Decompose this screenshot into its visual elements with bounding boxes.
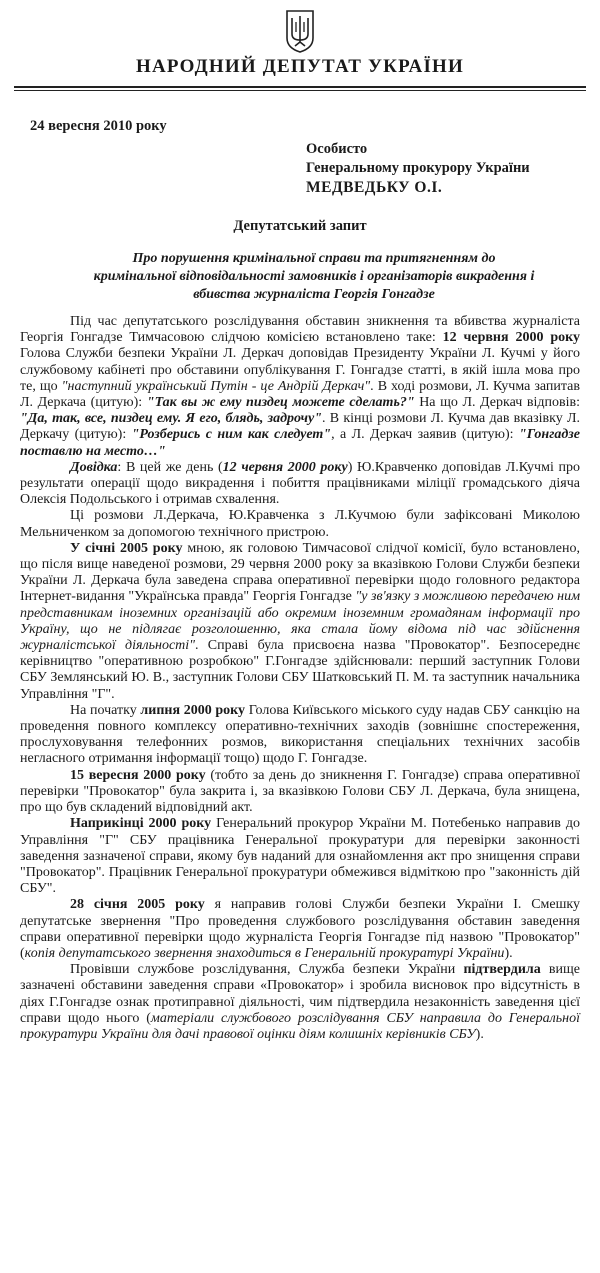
letterhead-title: НАРОДНИЙ ДЕПУТАТ УКРАЇНИ bbox=[135, 56, 465, 77]
paragraph-4 bbox=[20, 541, 580, 703]
trident-coat-of-arms-icon bbox=[284, 8, 316, 54]
p1-quote-3: "Розберись с ним как следует" bbox=[131, 427, 332, 443]
p5-text-1: На початку bbox=[70, 702, 141, 718]
p2-bold-date: 12 червня 2000 року bbox=[222, 459, 348, 475]
p4-italic-quote: "у зв'язку з можливою передачею ним представникам іноземних організацій або окремим іноземним громадянам інформації про Україну, що не підлягає розголошенню, яка стала йому відома під час здійснення журналістської діяльності" bbox=[20, 589, 581, 654]
p9-text-2: вище зазначені обставини заведення справи «Провокатор» і зробила висновок про відсутність в діях Г.Гонгадзе ознак протиправної діяльності, чим підтвердила незаконність заведення цієї справи щодо нього ( bbox=[20, 962, 580, 1026]
paragraph-3 bbox=[20, 508, 580, 540]
p1-text-4: На що Л. Деркач відповів: bbox=[414, 395, 580, 411]
p1-text-1: Під час депутатського розслідування обставин зникнення та вбивства журналіста Георгія Гонгадзе Тимчасовою слідчою комісією встановлено таке: bbox=[20, 314, 580, 346]
subject-line-1: Про порушення кримінальної справи та притягненням до bbox=[132, 251, 496, 266]
p1-text-3: . В ході розмови, Л. Кучма запитав Л. Деркача (цитую): bbox=[20, 378, 580, 411]
p1-quote-1: "Так вы ж ему пиздец можете сделать?" bbox=[146, 395, 415, 411]
p9-text-3: ). bbox=[475, 1026, 484, 1042]
paragraph-7 bbox=[20, 816, 580, 897]
paragraph-2 bbox=[20, 460, 580, 509]
paragraph-5 bbox=[20, 703, 580, 768]
p1-text-5: . В кінці розмови Л. Кучма дав вказівку Л. Деркачу (цитую): bbox=[20, 411, 580, 443]
p2-text-2: ) Ю.Кравченко доповідав Л.Кучмі про результати операції щодо викрадення і побиття працівниками міліції громадського діяча Олексія Подольського і отримав схвалення. bbox=[20, 459, 580, 508]
p2-note-label: Довідка bbox=[70, 459, 118, 475]
p2-text-1: : В цей же день ( bbox=[117, 459, 223, 475]
document-date: 24 вересня 2010 року bbox=[30, 118, 167, 134]
paragraph-1 bbox=[20, 314, 580, 460]
p4-text-1: мною, як головою Тимчасової слідчої комісії, було встановлено, що після вище наведеної розмови, 29 червня 2000 року за вказівкою Голови Служби безпеки України Л. Деркача була заведена справа оперативної перевірки щодо головного редактора Інтернет-видання "Українська правда" Георгія Гонгадзе bbox=[20, 540, 580, 605]
subject-line-2: кримінальної відповідальності замовників і організаторів викрадення і bbox=[93, 269, 535, 284]
p4-text-2: . Справі була присвоєна назва "Провокатор". Безпосереднє керівництво "оперативною розробкою" Г.Гонгадзе здійснювали: перший заступник Голови СБУ Землянський Ю. В., заступник Голови СБУ Шатковський П. М. та заступник начальника Управління "Г". bbox=[20, 638, 580, 702]
p3-text-1: Ці розмови Л.Деркача, Ю.Кравченка з Л.Кучмою були зафіксовані Миколою Мельниченком за допомогою технічного пристрою. bbox=[20, 508, 580, 540]
paragraph-9 bbox=[20, 962, 580, 1043]
p4-bold-date: У січні 2005 року bbox=[70, 540, 183, 556]
p9-bold-word: підтвердила bbox=[463, 962, 541, 978]
p8-text-2: ). bbox=[504, 945, 513, 961]
document-title: Депутатський запит bbox=[233, 218, 367, 234]
paragraph-8 bbox=[20, 897, 580, 962]
p1-text-6: , а Л. Деркач заявив (цитую): bbox=[331, 427, 519, 443]
p1-quote-2: "Да, так, все, пиздец ему. Я его, блядь, задрочу" bbox=[20, 411, 322, 427]
p7-text-1: Генеральний прокурор України М. Потебенько направив до Управління "Г" СБУ працівника Генеральної прокуратури для перевірки законності заведення зазначеної справи, якому був наданий для ознайомлення акт про знищення справи "Провокатор". Працівник Генеральної прокуратури обмежився відміткою про "законність дій СБУ". bbox=[20, 816, 580, 897]
p7-bold-date: Наприкінці 2000 року bbox=[70, 816, 212, 832]
letterhead-rule-thin bbox=[14, 90, 586, 91]
p1-text-2: Голова Служби безпеки України Л. Деркач доповідав Президенту України Л. Кучмі у його службовому кабінеті про обставини опублікування Г. Гонгадзе статті, в якій ішла мова про те, що bbox=[20, 346, 580, 394]
document-body bbox=[20, 314, 580, 1043]
p8-bold-date: 28 січня 2005 року bbox=[70, 897, 205, 913]
p1-quote-4: "Гонгадзе поставлю на место…" bbox=[20, 427, 580, 459]
p9-text-1: Провівши службове розслідування, Служба безпеки України bbox=[70, 962, 464, 978]
p9-italic-note: матеріали службового розслідування СБУ направила до Генеральної прокуратури України для дачі правової оцінки діям колишніх керівників СБУ bbox=[20, 1010, 580, 1042]
addressee-block bbox=[306, 140, 530, 197]
document-subject bbox=[50, 250, 578, 304]
paragraph-6 bbox=[20, 768, 580, 817]
addressee-line-1: Особисто bbox=[306, 141, 368, 157]
p6-bold-date: 15 вересня 2000 року bbox=[70, 767, 206, 783]
letterhead-rule-thick bbox=[14, 86, 586, 88]
p1-bold-date: 12 червня 2000 року bbox=[442, 330, 580, 346]
subject-line-3: вбивства журналіста Георгія Гонгадзе bbox=[193, 287, 435, 302]
p5-text-2: Голова Київського міського суду надав СБУ санкцію на проведення повного комплексу оперативно-технічних заходів (зовнішнє спостереження, прослуховування телефонних розмов, використання спеціальних технічних засобів негласного отримання інформації тощо) щодо Г. Гонгадзе. bbox=[20, 702, 580, 767]
p8-italic-note: копія депутатського звернення знаходиться в Генеральній прокуратурі України bbox=[24, 945, 505, 961]
p8-text-1: я направив голові Служби безпеки України І. Смешку депутатське звернення "Про проведення службового розслідування обставин заведення справи оперативної перевірки щодо журналіста Георгія Гонгадзе під назвою "Провокатор" ( bbox=[20, 897, 580, 961]
p5-bold-date: липня 2000 року bbox=[140, 702, 246, 718]
addressee-line-2: Генеральному прокурору України bbox=[306, 160, 530, 176]
p6-text-1: (тобто за день до зникнення Г. Гонгадзе) справа оперативної перевірки "Провокатор" була закрита і, за вказівкою Голови СБУ Л. Деркача, була знищена, про що був складений відповідний акт. bbox=[20, 767, 580, 816]
addressee-line-3: МЕДВЕДЬКУ О.І. bbox=[306, 179, 443, 196]
p1-italic-quote: "наступний український Путін - це Андрій Деркач" bbox=[61, 378, 371, 394]
